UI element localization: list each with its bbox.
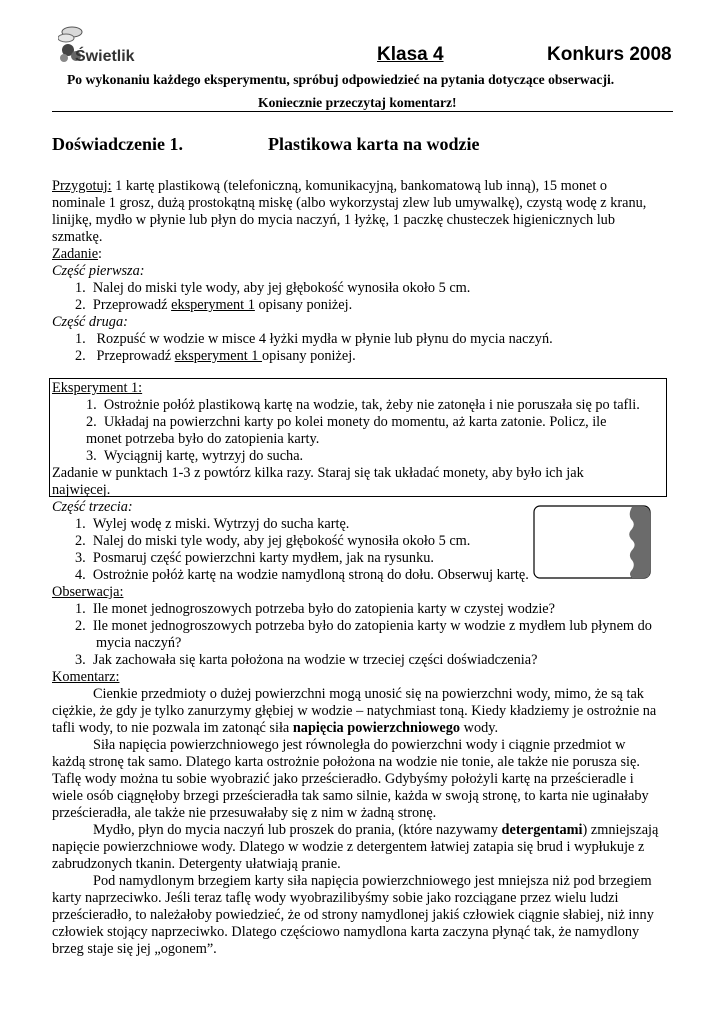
part2-item-1 — [75, 331, 553, 348]
task-label-text: Zadanie — [52, 246, 99, 262]
detergents-term: detergentami — [501, 822, 583, 838]
part1-label: Część pierwsza: — [52, 263, 145, 279]
list-number: 1. — [75, 331, 86, 347]
comment-p4-l5: brzeg staje się jej „ogonem”. — [52, 941, 217, 957]
experiment-step-2-cont: monet potrzeba było do zatopienia karty. — [86, 431, 320, 447]
comment-p2-l1: Siła napięcia powierzchniowego jest równoległa do powierzchni wody i ciągnie przedmiot w — [93, 737, 626, 753]
comment-p2-l5: prześcieradła, ale także nie przesuwałaby się z nim w żadną stronę. — [52, 805, 437, 821]
logo — [58, 22, 153, 70]
experiment-note-1: Zadanie w punktach 1-3 z powtórz kilka razy. Staraj się tak układać monety, aby było ich jak — [52, 465, 584, 481]
comment-p2-l3: Taflę wody można tu sobie wyobrazić jako prześcieradło. Gdybyśmy położyli kartę na prześcieradle i — [52, 771, 634, 787]
list-number: 3. — [75, 550, 86, 566]
experiment-step-2 — [86, 414, 607, 431]
list-text: Jak zachowała się karta położona na wodzie w trzeciej części doświadczenia? — [92, 652, 538, 668]
part3-item-3 — [75, 550, 434, 567]
part1-item-1 — [75, 280, 470, 297]
list-number: 1. — [75, 601, 86, 617]
list-number: 3. — [86, 448, 97, 464]
observation-q3 — [75, 652, 537, 669]
prepare-line-1 — [52, 178, 607, 195]
observation-q2-cont: mycia naczyń? — [96, 635, 182, 651]
experiment-link: eksperyment 1 — [174, 348, 263, 364]
list-text-pre: Przeprowadź — [92, 297, 172, 313]
experiment-step-1 — [86, 397, 640, 414]
experiment-link: eksperyment 1 — [171, 297, 255, 313]
surface-tension-term: napięcia powierzchniowego — [292, 720, 461, 736]
list-number: 1. — [86, 397, 97, 413]
list-text: Rozpuść w wodzie w misce 4 łyżki mydła w płynie lub płynu do mycia naczyń. — [96, 331, 553, 347]
comment-p1-l1: Cienkie przedmioty o dużej powierzchni mogą unosić się na powierzchni wody, mimo, że są tak — [93, 686, 644, 702]
observation-q1 — [75, 601, 555, 618]
comment-p4-l2: karty naprzeciwko. Jeśli teraz taflę wody wyobrazilibyśmy sobie jako rozciągane przez wielu ludzi — [52, 890, 619, 906]
experiment-step-3 — [86, 448, 303, 465]
experiment-number: Doświadczenie 1. — [52, 134, 183, 154]
part2-item-2 — [75, 348, 356, 365]
list-text: Ostrożnie połóż kartę na wodzie namydloną stroną do dołu. Obserwuj kartę. — [92, 567, 529, 583]
list-text: Posmaruj część powierzchni karty mydłem, jak na rysunku. — [92, 550, 434, 566]
comment-p3-l2: napięcie powierzchniowe wody. Dlatego w wodzie z detergentem łatwiej zatapia się brud i wypłukuje z — [52, 839, 645, 855]
list-number: 2. — [75, 348, 86, 364]
experiment-box-title: Eksperyment 1: — [52, 380, 143, 396]
list-number: 2. — [75, 297, 86, 313]
list-text-post: opisany poniżej. — [254, 297, 353, 313]
prepare-line-2: nominale 1 grosz, dużą prostokątną miskę (albo wykorzystaj zlew lub umywalkę), czystą wodę z kranu, — [52, 195, 647, 211]
comment-text: ) zmniejszają — [582, 822, 659, 838]
experiment-note-2: najwięcej. — [52, 482, 111, 498]
comment-p1-l3 — [52, 720, 498, 737]
list-text: Ostrożnie połóż plastikową kartę na wodzie, tak, żeby nie zatonęła i nie poruszała się po tafli. — [103, 397, 640, 413]
list-text: Wyciągnij kartę, wytrzyj do sucha. — [103, 448, 304, 464]
list-number: 4. — [75, 567, 86, 583]
comment-text: tafli wody, to nie pozwala im zatonąć siła — [52, 720, 293, 736]
comment-p3-l3: zabrudzonych tkanin. Detergenty ułatwiają pranie. — [52, 856, 341, 872]
list-number: 2. — [75, 533, 86, 549]
instruction-1: Po wykonaniu każdego eksperymentu, spróbuj odpowiedzieć na pytania dotyczące obserwacji. — [67, 72, 615, 87]
prepare-line-4: szmatkę. — [52, 229, 103, 245]
contest-label: Konkurs 2008 — [547, 44, 672, 65]
part1-item-2 — [75, 297, 352, 314]
list-number: 3. — [75, 652, 86, 668]
list-text-pre: Przeprowadź — [96, 348, 175, 364]
list-text: Nalej do miski tyle wody, aby jej głębokość wynosiła około 5 cm. — [92, 533, 471, 549]
list-text: Układaj na powierzchni karty po kolei monety do momentu, aż karta zatonie. Policz, ile — [103, 414, 607, 430]
part2-label: Część druga: — [52, 314, 128, 330]
experiment-title: Plastikowa karta na wodzie — [268, 134, 480, 154]
observation-label: Obserwacja: — [52, 584, 124, 600]
prepare-line-3: linijkę, mydło w płynie lub płyn do mycia naczyń, 1 łyżkę, 1 paczkę chusteczek higienicznych lub — [52, 212, 615, 228]
part3-label: Część trzecia: — [52, 499, 133, 515]
prepare-text-1: 1 kartę plastikową (telefoniczną, komunikacyjną, bankomatową lub inną), 15 monet o — [111, 178, 608, 194]
list-number: 2. — [86, 414, 97, 430]
prepare-label: Przygotuj: — [52, 178, 112, 194]
comment-text: wody. — [460, 720, 499, 736]
list-text: Wylej wodę z miski. Wytrzyj do sucha kartę. — [92, 516, 350, 532]
logo-text: Świetlik — [75, 48, 135, 65]
comment-p4-l1: Pod namydlonym brzegiem karty siła napięcia powierzchniowego jest mniejsza niż pod brzegiem — [93, 873, 652, 889]
comment-p1-l2: ciężkie, że gdy je tylko zanurzymy głębiej w wodzie – natychmiast toną. Kiedy kładziemy je ostrożnie na — [52, 703, 657, 719]
list-text: Nalej do miski tyle wody, aby jej głębokość wynosiła około 5 cm. — [92, 280, 471, 296]
list-text: Ile monet jednogroszowych potrzeba było do zatopienia karty w wodzie z mydłem lub płynem do — [92, 618, 652, 634]
list-number: 1. — [75, 280, 86, 296]
part3-item-4 — [75, 567, 529, 584]
comment-p2-l2: każdą stronę tak samo. Dlatego karta ostrożnie położona na wodzie nie tonie, ale także nie porusza się. — [52, 754, 640, 770]
class-label: Klasa 4 — [377, 44, 444, 65]
comment-p4-l4: człowiek stojący naprzeciwko. Dlatego częściowo namydlona karta zaczyna płynąć tak, że namydlony — [52, 924, 640, 940]
comment-p4-l3: prześcieradło, to należałoby powiedzieć, że od strony namydlonej jakiś człowiek ciągnie słabiej, niż inny — [52, 907, 654, 923]
header-divider — [52, 111, 673, 112]
list-text-post: opisany poniżej. — [262, 348, 356, 364]
comment-p3-l1 — [93, 822, 658, 839]
task-colon: : — [98, 246, 103, 262]
list-text: Ile monet jednogroszowych potrzeba było do zatopienia karty w czystej wodzie? — [92, 601, 555, 617]
task-label — [52, 246, 102, 263]
comment-text: Mydło, płyn do mycia naczyń lub proszek do prania, (które nazywamy — [93, 822, 502, 838]
observation-q2 — [75, 618, 652, 635]
instruction-2: Koniecznie przeczytaj komentarz! — [258, 95, 457, 110]
comment-p2-l4: wiele osób ciągnęłoby brzegi prześcieradła tak samo silnie, każda w swoją stronę, to karta nie uginałaby — [52, 788, 649, 804]
part3-item-2 — [75, 533, 470, 550]
list-number: 1. — [75, 516, 86, 532]
comment-label: Komentarz: — [52, 669, 120, 685]
part3-item-1 — [75, 516, 349, 533]
list-number: 2. — [75, 618, 86, 634]
soaped-card-illustration — [532, 504, 656, 582]
